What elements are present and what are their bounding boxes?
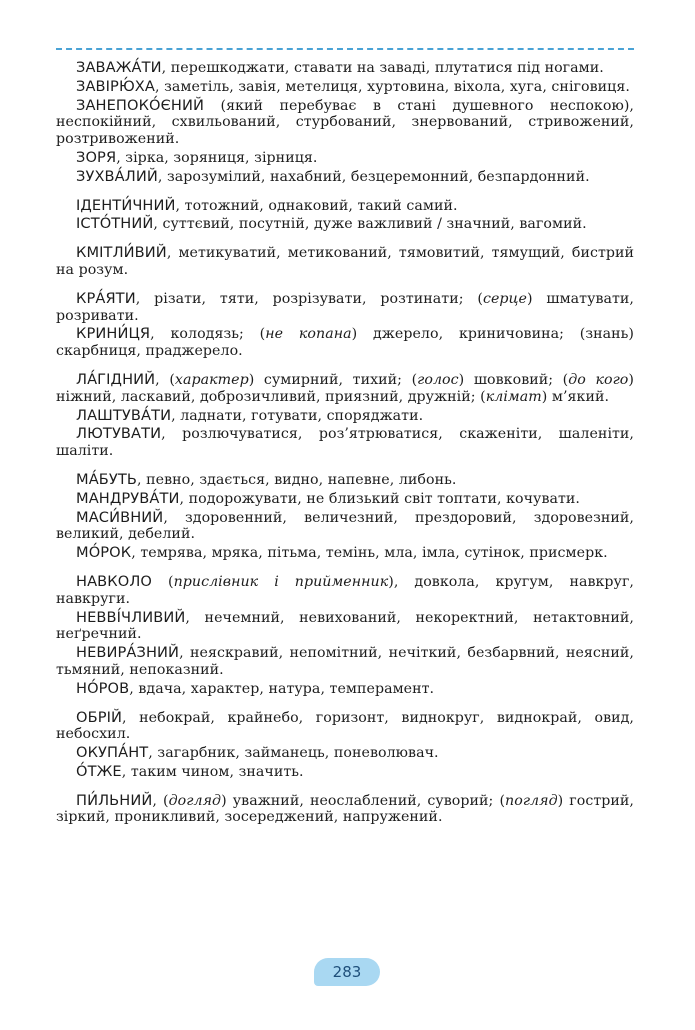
entry-definition: , нечемний, невихований, некоректний, нетактовний, неґречний. (56, 609, 634, 643)
entry-definition: , подорожувати, не близький світ топтати, кочувати. (179, 490, 580, 507)
entry-headword: О́ТЖЕ (76, 762, 122, 780)
entry-definition: , заметіль, завія, метелиця, хуртовина, віхола, хуга, сніговиця. (155, 78, 630, 95)
dictionary-entry (56, 681, 634, 698)
entry-headword: НАВКОЛО (76, 572, 152, 590)
entry-definition: , зарозумілий, нахабний, безцеремонний, безпардонний. (157, 168, 590, 185)
entry-group (56, 472, 634, 562)
entry-headword: МО́РОК (76, 544, 132, 562)
entry-definition: , (догляд) уважний, неослаблений, суворий; (погляд) гострий, зіркий, проникливий, зосереджений, напружений. (56, 792, 634, 826)
dictionary-entry (56, 472, 634, 489)
entry-headword: ОБРІЙ (76, 708, 123, 726)
entry-group (56, 574, 634, 698)
entry-headword: НЕВВІ́ЧЛИВИЙ (76, 608, 186, 626)
dictionary-entry (56, 426, 634, 460)
entry-headword: ЗУХВА́ЛИЙ (76, 167, 158, 185)
dictionary-entry (56, 745, 634, 762)
dictionary-entry (56, 372, 634, 406)
dictionary-entry (56, 216, 634, 233)
dictionary-entry (56, 710, 634, 744)
top-dashed-rule (56, 48, 634, 50)
dictionary-entry (56, 291, 634, 325)
entry-definition: , ладнати, готувати, споряджати. (171, 407, 424, 424)
entry-headword: КМІТЛИ́ВИЙ (76, 244, 167, 262)
entry-group (56, 245, 634, 279)
entry-headword: ЛА́ГІДНИЙ (76, 370, 156, 388)
entry-definition: , суттєвий, посутній, дуже важливий / значний, вагомий. (153, 216, 587, 233)
entry-definition: , розлючуватися, роз’ятрюватися, скаженіти, шаленіти, шаліти. (56, 426, 634, 460)
entry-headword: МАСИ́ВНИЙ (76, 508, 164, 526)
dictionary-entry (56, 764, 634, 781)
dictionary-entry (56, 150, 634, 167)
entry-definition: (який перебуває в стані душевного неспокою), неспокійний, схвильований, стурбований, знервований, стривожений, розтривожений. (56, 97, 634, 148)
entry-definition: , таким чином, значить. (121, 763, 304, 780)
dictionary-entry (56, 245, 634, 279)
entry-headword: ІДЕНТИ́ЧНИЙ (76, 196, 176, 214)
dictionary-entry (56, 510, 634, 544)
dictionary-content (56, 60, 634, 838)
entry-headword: МАНДРУВА́ТИ (76, 489, 180, 507)
entry-headword: ЗАВІРЮ́ХА (76, 77, 155, 95)
dictionary-entry (56, 98, 634, 148)
entry-definition: , певно, здається, видно, напевне, либонь. (137, 471, 457, 488)
entry-definition: , (характер) сумирний, тихий; (голос) шовковий; (до кого) ніжний, ласкавий, доброзичливий, приязний, дружній; (клімат) м’який. (56, 371, 634, 405)
entry-group (56, 793, 634, 827)
dictionary-entry (56, 79, 634, 96)
entry-definition: , зірка, зоряниця, зірниця. (116, 149, 318, 166)
entry-headword: КРА́ЯТИ (76, 289, 136, 307)
entry-definition: , здоровенний, величезний, прездоровий, здоровезний, великий, дебелий. (56, 509, 634, 543)
dictionary-entry (56, 198, 634, 215)
entry-definition: , різати, тяти, розрізувати, розтинати; (серце) шматувати, розривати. (56, 290, 634, 324)
dictionary-entry (56, 574, 634, 608)
dictionary-entry (56, 60, 634, 77)
entry-definition: , загарбник, займанець, поневолювач. (148, 745, 439, 762)
entry-definition: , тотожний, однаковий, такий самий. (175, 197, 458, 214)
entry-definition: (прислівник і прийменник), довкола, кругум, навкруг, навкруги. (56, 573, 634, 607)
entry-headword: ЗОРЯ (76, 148, 117, 166)
entry-definition: , небокрай, крайнебо, горизонт, виднокруг, виднокрай, овид, небосхил. (56, 709, 634, 743)
entry-definition: , темрява, мряка, пітьма, темінь, мла, імла, сутінок, присмерк. (131, 545, 608, 562)
entry-headword: НЕВИРА́ЗНИЙ (76, 644, 180, 662)
dictionary-entry (56, 545, 634, 562)
entry-definition: , колодязь; (не копана) джерело, криничовина; (знань) скарбниця, праджерело. (56, 326, 634, 360)
entry-headword: ЗАВАЖА́ТИ (76, 59, 162, 76)
entry-headword: ЗАНЕПОКО́ЄНИЙ (76, 96, 205, 114)
dictionary-entry (56, 326, 634, 360)
entry-group (56, 372, 634, 460)
entry-headword: ПИ́ЛЬНИЙ (76, 791, 153, 809)
entry-headword: МА́БУТЬ (76, 470, 138, 488)
entry-headword: КРИНИ́ЦЯ (76, 325, 151, 343)
page-number: 283 (314, 958, 380, 986)
dictionary-entry (56, 793, 634, 827)
entry-headword: ЛАШТУВА́ТИ (76, 406, 172, 424)
entry-headword: ІСТО́ТНИЙ (76, 215, 154, 233)
dictionary-entry (56, 645, 634, 679)
entry-definition: , метикуватий, метикований, тямовитий, тямущий, бистрий на розум. (56, 245, 634, 278)
entry-headword: ОКУПА́НТ (76, 744, 149, 762)
entry-group (56, 60, 634, 186)
dictionary-entry (56, 169, 634, 186)
dictionary-entry (56, 491, 634, 508)
entry-group (56, 198, 634, 234)
entry-headword: ЛЮТУВАТИ (76, 425, 162, 443)
dictionary-entry (56, 408, 634, 425)
entry-definition: , вдача, характер, натура, темперамент. (129, 680, 435, 697)
dictionary-entry (56, 610, 634, 644)
entry-group (56, 710, 634, 781)
entry-headword: НО́РОВ (76, 679, 130, 697)
entry-group (56, 291, 634, 360)
entry-definition: , перешкоджати, ставати на заваді, плутатися під ногами. (161, 60, 604, 76)
entry-definition: , неяскравий, непомітний, нечіткий, безбарвний, неясний, тьмяний, непоказний. (56, 645, 634, 678)
